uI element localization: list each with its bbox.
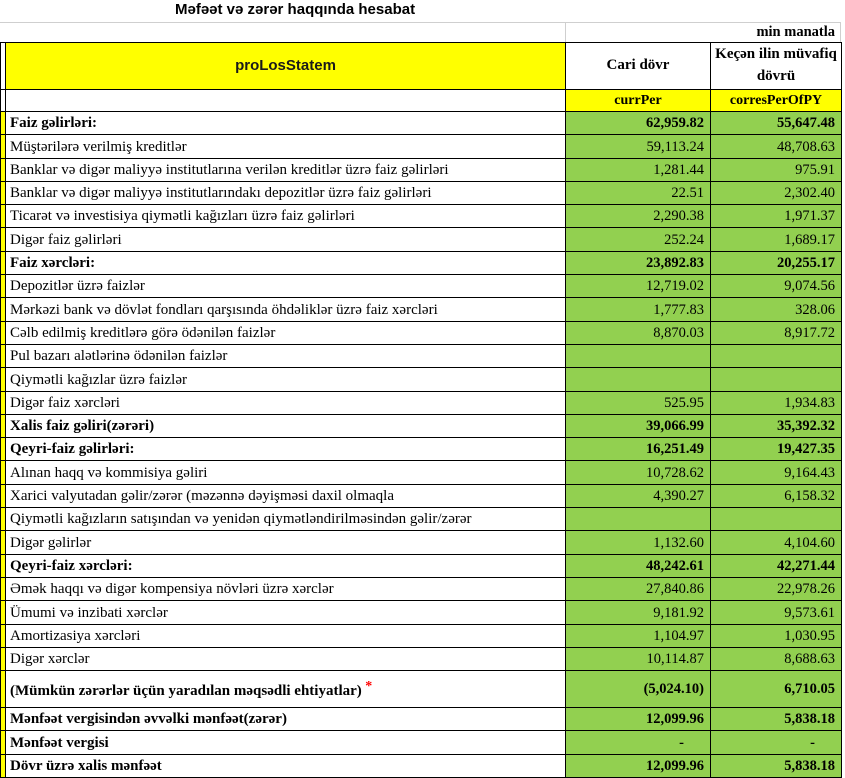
row-label: Mənfəət vergisi — [6, 731, 566, 754]
row-label: Faiz xərcləri: — [6, 251, 566, 274]
value-previous-period: 328.06 — [711, 298, 842, 321]
gridline — [565, 23, 566, 42]
row-label: Banklar və digər maliyyə institutlarındakı depozitlər üzrə faiz gəlirləri — [6, 181, 566, 204]
table-row — [1, 601, 842, 624]
value-current-period: 525.95 — [566, 391, 711, 414]
value-current-period: 1,132.60 — [566, 531, 711, 554]
value-current-period: 10,114.87 — [566, 647, 711, 670]
row-label: Pul bazarı alətlərinə ödənilən faizlər — [6, 344, 566, 367]
value-current-period: 4,390.27 — [566, 484, 711, 507]
row-label: Qiymətli kağızların satışından və yenidən qiymətləndirilməsindən gəlir/zərər — [6, 508, 566, 531]
value-previous-period: 1,030.95 — [711, 624, 842, 647]
row-label: Xarici valyutadan gəlir/zərər (məzənnə dəyişməsi daxil olmaqla — [6, 484, 566, 507]
header-row — [1, 43, 842, 90]
row-label: Müştərilərə verilmiş kreditlər — [6, 135, 566, 158]
report-title: Məfəət və zərər haqqında hesabat — [175, 1, 416, 18]
table-row — [1, 344, 842, 367]
value-previous-period: 42,271.44 — [711, 554, 842, 577]
value-previous-period: 4,104.60 — [711, 531, 842, 554]
table-body — [1, 112, 842, 778]
value-previous-period: 6,158.32 — [711, 484, 842, 507]
row-label: Ümumi və inzibati xərclər — [6, 601, 566, 624]
table-row — [1, 135, 842, 158]
value-previous-period — [711, 368, 842, 391]
table-row — [1, 112, 842, 135]
value-current-period: 59,113.24 — [566, 135, 711, 158]
value-current-period: 252.24 — [566, 228, 711, 251]
value-current-period: 23,892.83 — [566, 251, 711, 274]
table-row — [1, 754, 842, 777]
row-label — [6, 671, 566, 708]
table-row — [1, 205, 842, 228]
value-current-period: 62,959.82 — [566, 112, 711, 135]
value-current-period: 1,281.44 — [566, 158, 711, 181]
value-previous-period: 9,164.43 — [711, 461, 842, 484]
value-current-period: 1,104.97 — [566, 624, 711, 647]
value-current-period — [566, 344, 711, 367]
row-label: Depozitlər üzrə faizlər — [6, 275, 566, 298]
value-previous-period: 9,573.61 — [711, 601, 842, 624]
value-previous-period: 8,917.72 — [711, 321, 842, 344]
row-label-text: (Mümkün zərərlər üçün yaradılan — [10, 683, 234, 700]
value-current-period: 48,242.61 — [566, 554, 711, 577]
value-previous-period: 48,708.63 — [711, 135, 842, 158]
table-row — [1, 508, 842, 531]
subheader-empty-cell — [6, 90, 566, 112]
row-label: Ticarət və investisiya qiymətli kağızları üzrə faiz gəlirləri — [6, 205, 566, 228]
row-label: Banklar və digər maliyyə institutlarına verilən kreditlər üzrə faiz gəlirləri — [6, 158, 566, 181]
value-previous-period: 22,978.26 — [711, 577, 842, 600]
row-label: Amortizasiya xərcləri — [6, 624, 566, 647]
table-row — [1, 251, 842, 274]
row-label-emphasis: məqsədli ehtiyatlar) — [233, 683, 362, 700]
value-current-period: 12,719.02 — [566, 275, 711, 298]
table-row — [1, 708, 842, 731]
table-row — [1, 368, 842, 391]
table-row — [1, 391, 842, 414]
value-previous-period: 1,689.17 — [711, 228, 842, 251]
row-label: Xalis faiz gəliri(zərəri) — [6, 414, 566, 437]
table-row — [1, 298, 842, 321]
table-row — [1, 531, 842, 554]
value-previous-period: 6,710.05 — [711, 671, 842, 708]
value-current-period: 27,840.86 — [566, 577, 711, 600]
table-row — [1, 624, 842, 647]
subheader-row — [1, 90, 842, 112]
value-previous-period: 20,255.17 — [711, 251, 842, 274]
value-previous-period: 1,934.83 — [711, 391, 842, 414]
value-previous-period: 1,971.37 — [711, 205, 842, 228]
row-label: Digər faiz gəlirləri — [6, 228, 566, 251]
value-current-period — [566, 368, 711, 391]
value-current-period: 39,066.99 — [566, 414, 711, 437]
table-row — [1, 158, 842, 181]
value-previous-period: 55,647.48 — [711, 112, 842, 135]
table-row — [1, 414, 842, 437]
column-header-previous: Keçən ilin müvafiq dövrü — [711, 43, 842, 90]
profit-loss-table — [0, 42, 842, 778]
table-row — [1, 321, 842, 344]
row-label: Qeyri-faiz gəlirləri: — [6, 438, 566, 461]
column-code-current: currPer — [566, 90, 711, 112]
value-current-period: 9,181.92 — [566, 601, 711, 624]
value-previous-period: 35,392.32 — [711, 414, 842, 437]
value-current-period: 1,777.83 — [566, 298, 711, 321]
row-label: Digər xərclər — [6, 647, 566, 670]
row-label: Faiz gəlirləri: — [6, 112, 566, 135]
table-row — [1, 671, 842, 708]
row-label: Digər gəlirlər — [6, 531, 566, 554]
value-previous-period: 2,302.40 — [711, 181, 842, 204]
unit-note: min manatla — [756, 24, 835, 40]
value-current-period: 16,251.49 — [566, 438, 711, 461]
row-label: Cəlb edilmiş kreditlərə görə ödənilən faizlər — [6, 321, 566, 344]
row-label: Dövr üzrə xalis mənfəət — [6, 754, 566, 777]
value-previous-period — [711, 508, 842, 531]
table-row — [1, 731, 842, 754]
value-current-period: 8,870.03 — [566, 321, 711, 344]
row-label: Digər faiz xərcləri — [6, 391, 566, 414]
value-previous-period: - — [711, 731, 842, 754]
value-previous-period: 975.91 — [711, 158, 842, 181]
value-current-period: 12,099.96 — [566, 708, 711, 731]
row-label: Əmək haqqı və digər kompensiya növləri üzrə xərclər — [6, 577, 566, 600]
table-row — [1, 484, 842, 507]
value-previous-period: 19,427.35 — [711, 438, 842, 461]
footnote-asterisk: * — [361, 679, 373, 695]
table-header — [1, 43, 842, 112]
row-label: Qiymətli kağızlar üzrə faizlər — [6, 368, 566, 391]
column-header-current: Cari dövr — [566, 43, 711, 90]
value-previous-period — [711, 344, 842, 367]
table-row — [1, 181, 842, 204]
value-previous-period: 8,688.63 — [711, 647, 842, 670]
column-code-previous: corresPerOfPY — [711, 90, 842, 112]
value-current-period: 22.51 — [566, 181, 711, 204]
row-label: Alınan haqq və kommisiya gəliri — [6, 461, 566, 484]
table-row — [1, 461, 842, 484]
value-previous-period: 5,838.18 — [711, 708, 842, 731]
table-row — [1, 228, 842, 251]
value-current-period — [566, 508, 711, 531]
value-current-period: 12,099.96 — [566, 754, 711, 777]
statement-name-cell: proLosStatem — [6, 43, 566, 90]
unit-note-row — [0, 22, 841, 42]
row-label: Mənfəət vergisindən əvvəlki mənfəət(zərər) — [6, 708, 566, 731]
row-label: Mərkəzi bank və dövlət fondları qarşısında öhdəliklər üzrə faiz xərcləri — [6, 298, 566, 321]
table-row — [1, 275, 842, 298]
row-label: Qeyri-faiz xərcləri: — [6, 554, 566, 577]
table-row — [1, 438, 842, 461]
table-row — [1, 554, 842, 577]
value-current-period: (5,024.10) — [566, 671, 711, 708]
value-current-period: 2,290.38 — [566, 205, 711, 228]
value-previous-period: 5,838.18 — [711, 754, 842, 777]
table-row — [1, 577, 842, 600]
value-current-period: 10,728.62 — [566, 461, 711, 484]
table-row — [1, 647, 842, 670]
value-previous-period: 9,074.56 — [711, 275, 842, 298]
value-current-period: - — [566, 731, 711, 754]
